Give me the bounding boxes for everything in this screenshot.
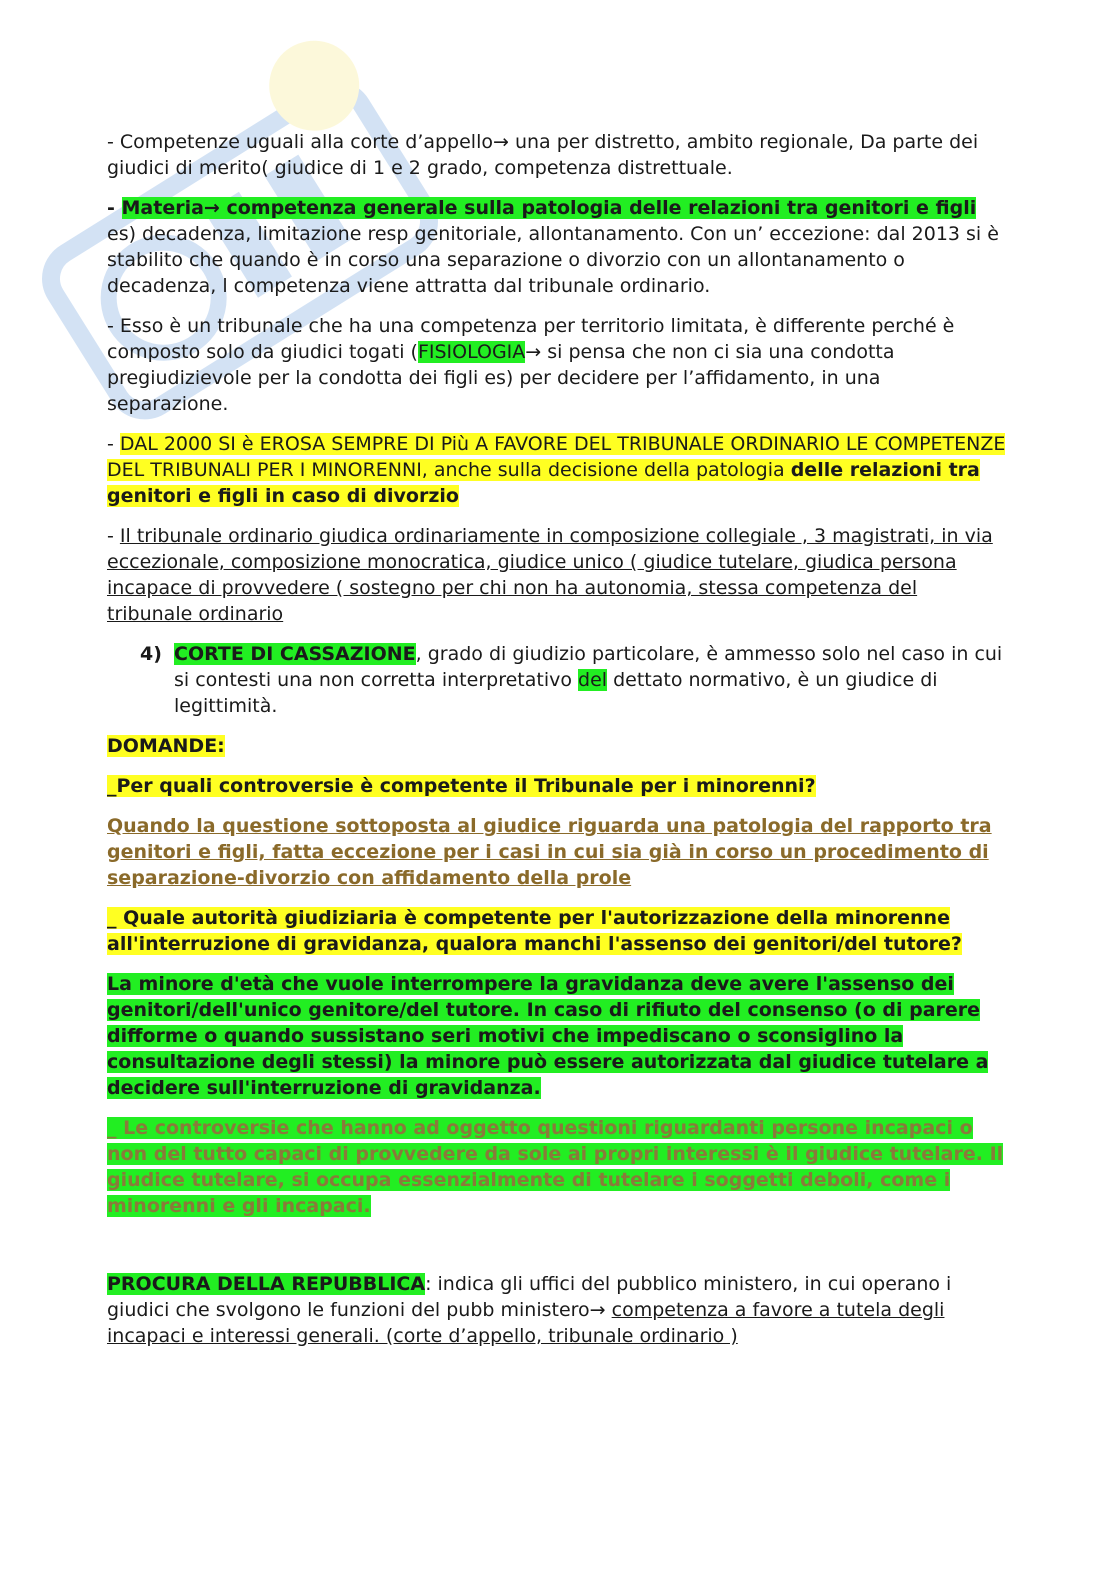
answer-2: La minore d'età che vuole interrompere la gravidanza deve avere l'assenso dei genitori/dell'unico genitore/del tutore. In caso di rifiuto del consenso (o di parere difforme o quando sussistano seri motivi che impediscano o sconsiglino la consultazione degli stessi) la minore può essere autorizzata dal giudice tutelare a decidere sull'interruzione di gravidanza. [107,973,989,1099]
paragraph-corte-appello: - Competenze uguali alla corte d’appello→ una per distretto, ambito regionale, Da parte dei giudici di merito( giudice di 1 e 2 grado, competenza distrettuale. [107,131,979,179]
document-page [107,129,1007,1363]
heading-domande: DOMANDE: [107,735,225,757]
paragraph-materia: - Materia→ competenza generale sulla patologia delle relazioni tra genitori e figli es) decadenza, limitazione resp genitoriale, allontanamento. Con un’ eccezione: dal 2013 si è stabilito che quando è in corso una separazione o divorzio con un allontanamento o decadenza, l competenza viene attratta dal tribunale ordinario. [107,197,999,297]
paragraph-procura: PROCURA DELLA REPUBBLICA: indica gli uffici del pubblico ministero, in cui operano i giudici che svolgono le funzioni del pubb ministero→ competenza a favore a tutela degli incapaci e interessi generali. (corte d’appello, tribunale ordinario ) [107,1273,952,1347]
spacer [107,1233,1007,1271]
paragraph-dal-2000: - DAL 2000 SI è EROSA SEMPRE DI Più A FAVORE DEL TRIBUNALE ORDINARIO LE COMPETENZE DEL TRIBUNALI PER I MINORENNI, anche sulla decisione della patologia delle relazioni tra genitori e figli in caso di divorzio [107,433,1006,507]
list-item-corte-cassazione: 4) CORTE DI CASSAZIONE, grado di giudizio particolare, è ammesso solo nel caso in cui si contesti una non corretta interpretativo del dettato normativo, è un giudice di legittimità. [140,643,1003,717]
question-2: _ Quale autorità giudiziaria è competente per l'autorizzazione della minorenne all'interruzione di gravidanza, qualora manchi l'assenso dei genitori/del tutore? [107,907,962,955]
question-3: _ Le controversie che hanno ad oggetto questioni riguardanti persone incapaci o non del tutto capaci di provvedere da sole ai propri interessi è il giudice tutelare. Il giudice tutelare, si occupa essenzialmente di tutelare i soggetti deboli, come i minorenni e gli incapaci. [107,1117,1004,1217]
paragraph-tribunale-ordinario: - Il tribunale ordinario giudica ordinariamente in composizione collegiale , 3 magistrati, in via eccezionale, composizione monocratica, giudice unico ( giudice tutelare, giudica persona incapace di provvedere ( sostegno per chi non ha autonomia, stessa competenza del tribunale ordinario [107,525,993,625]
question-1: _Per quali controversie è competente il Tribunale per i minorenni? [107,775,816,797]
paragraph-tribunale-territorio: - Esso è un tribunale che ha una competenza per territorio limitata, è differente perché è composto solo da giudici togati (FISIOLOGIA→ si pensa che non ci sia una condotta pregiudizievole per la condotta dei figli es) per decidere per l’affidamento, in una separazione. [107,315,955,415]
answer-1: Quando la questione sottoposta al giudice riguarda una patologia del rapporto tra genitori e figli, fatta eccezione per i casi in cui sia già in corso un procedimento di separazione-divorzio con affidamento della prole [107,815,992,889]
